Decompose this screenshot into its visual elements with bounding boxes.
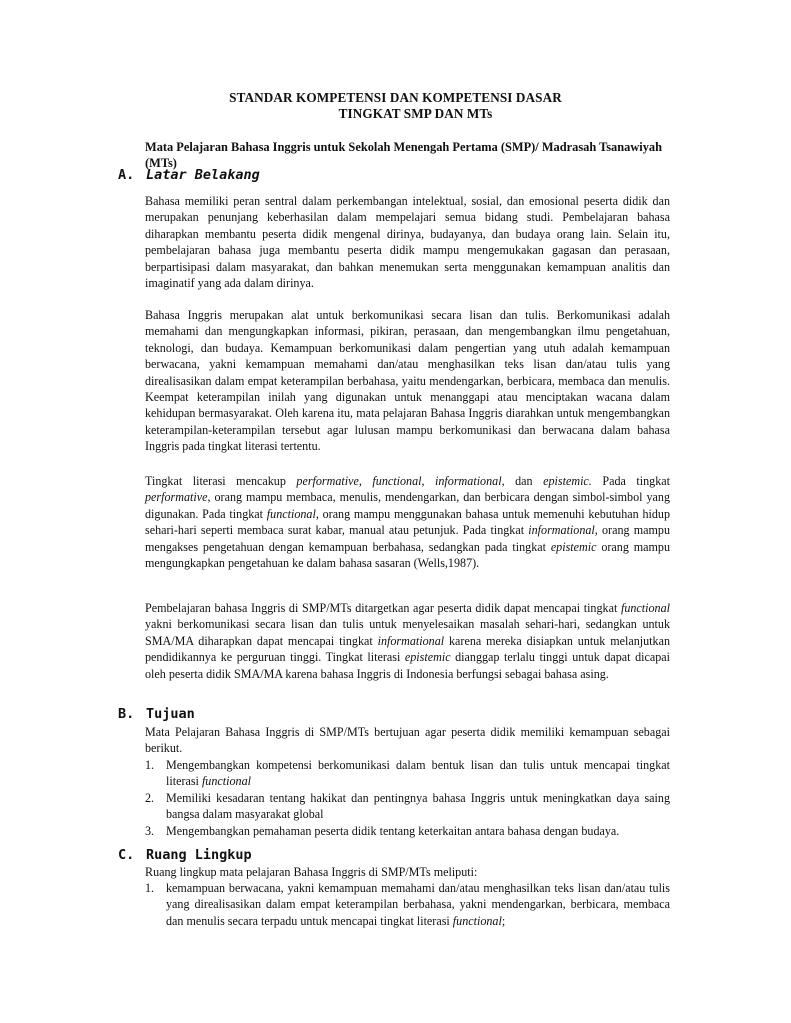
italic-term: functional, [266,506,319,521]
italic-term: functional [201,774,251,789]
list-item [145,757,670,790]
list-number: 2. [145,790,155,805]
italic-term: performative [145,490,208,505]
paragraph-a3 [145,473,670,571]
section-c-heading [118,847,252,863]
section-c-intro: Ruang lingkup mata pelajaran Bahasa Inggris di SMP/MTs meliputi: [145,865,478,879]
text-run: orang mampu menggunakan bahasa untuk memenuhi kebutuhan hidup sehari-hari seperti membaca surat kabar, manual atau petunjuk. Pada tingkat [145,506,670,538]
text-run: , dan [501,474,544,488]
text-run: dianggap terlalu tinggi untuk dapat dicapai oleh peserta didik SMA/MA karena bahasa Inggris di Indonesia berfungsi sebagai bahasa asing. [145,650,670,681]
italic-term: functional [452,913,502,928]
list-number: 1. [145,758,155,772]
paragraph-a1: Bahasa memiliki peran sentral dalam perkembangan intelektual, sosial, dan emosional peserta didik dan merupakan penunjang keberhasilan dalam mempelajari semua bidang studi. Pembelajaran bahasa diharapkan membantu peserta didik mengenal dirinya, budayanya, dan budaya orang lain. Selain itu, pembelajaran bahasa juga membantu peserta didik mampu mengemukakan gagasan dan perasaan, berpartisipasi dalam masyarakat, dan bahkan menemukan serta menggunakan kemampuan analitis dan imaginatif yang ada dalam dirinya. [145,194,670,291]
italic-term: epistemic [404,650,451,665]
italic-term: informational [377,633,445,648]
text-run: orang mampu mengungkapkan pengetahuan ke dalam bahasa sasaran (Wells,1987). [145,539,670,571]
list-item [145,790,670,823]
text-run: orang mampu mengakses pengetahuan dengan kemampuan berbahasa, sedangkan pada tingkat [145,523,671,554]
text-run: karena mereka disiapkan untuk melanjutkan pendidikannya ke perguruan tinggi. Tingkat literasi [145,633,670,665]
list-text: ; [501,913,506,928]
list-item [145,880,670,929]
section-b-heading [118,706,195,722]
italic-term: performative, functional, informational [296,474,502,488]
list-number: 1. [145,881,155,895]
section-b-letter: B. [118,706,135,722]
text-run: Pembelajaran bahasa Inggris di SMP/MTs ditargetkan agar peserta didik dapat mencapai tingkat [145,601,621,615]
page-subtitle: TINGKAT SMP DAN MTs [338,106,493,121]
section-b-title: Tujuan [146,706,195,722]
section-c-title: Ruang Lingkup [146,847,252,863]
text-run: yakni berkomunikasi secara lisan dan tulis untuk menyelesaikan masalah sehari-hari, sedangkan untuk SMA/MA diharapkan dapat mencapai tingkat [145,617,670,648]
subject-line: Mata Pelajaran Bahasa Inggris untuk Sekolah Menengah Pertama (SMP)/ Madrasah Tsanawiyah (MTs) [145,140,663,170]
section-a-letter: A. [118,167,135,183]
paragraph-a2: Bahasa Inggris merupakan alat untuk berkomunikasi secara lisan dan tulis. Berkomunikasi adalah memahami dan mengungkapkan informasi, pikiran, perasaan, dan mengembangkan ilmu pengetahuan, teknologi, dan budaya. Kemampuan berkomunikasi dalam pengertian yang utuh adalah kemampuan berwacana, yakni kemampuan memahami dan/atau menghasilkan teks lisan dan/atau tulis yang direalisasikan dalam empat keterampilan berbahasa, yaitu mendengarkan, berbicara, membaca dan menulis. Keempat keterampilan inilah yang digunakan untuk menanggapi atau menciptakan wacana dalam kehidupan bermasyarakat. Oleh karena itu, mata pelajaran Bahasa Inggris diarahkan untuk mengembangkan keterampilan-keterampilan tersebut agar lulusan mampu berkomunikasi dan berwacana dalam bahasa Inggris pada tingkat literasi tertentu. [145,308,670,454]
paragraph-a4 [145,600,670,682]
section-c-list [145,880,670,929]
italic-term: functional [620,601,670,615]
list-item [145,823,670,839]
list-text: kemampuan berwacana, yakni kemampuan memahami dan/atau menghasilkan teks lisan dan/atau tulis yang direalisasikan dalam empat keterampilan berbahasa, yakni mendengarkan, berbicara, membaca dan menulis secara terpadu untuk mencapai tingkat literasi [166,881,670,928]
section-b-list [145,757,670,839]
section-c-letter: C. [118,847,135,863]
section-a-title: Latar Belakang [146,167,260,183]
text-run: , orang mampu membaca, menulis, mendengarkan, dan berbicara dengan simbol-simbol yang digunakan. Pada tingkat [145,490,670,521]
section-a-heading [118,167,260,183]
list-text: Memiliki kesadaran tentang hakikat dan pentingnya bahasa Inggris untuk meningkatkan daya saing bangsa dalam masyarakat global [166,790,670,822]
list-text: Mengembangkan kompetensi berkomunikasi dalam bentuk lisan dan tulis untuk mencapai tingkat literasi [166,758,670,789]
text-run: Tingkat literasi mencakup [145,474,297,488]
italic-term: epistemic. [543,474,592,488]
section-b-intro: Mata Pelajaran Bahasa Inggris di SMP/MTs bertujuan agar peserta didik memiliki kemampuan sebagai berikut. [145,725,670,756]
list-number: 3. [145,823,155,838]
page-title: STANDAR KOMPETENSI DAN KOMPETENSI DASAR [229,90,562,105]
list-text: Mengembangkan pemahaman peserta didik tentang keterkaitan antara bahasa dengan budaya. [166,823,620,838]
text-run: Pada tingkat [591,474,670,488]
italic-term: epistemic [550,539,597,554]
italic-term: informational, [528,523,598,538]
